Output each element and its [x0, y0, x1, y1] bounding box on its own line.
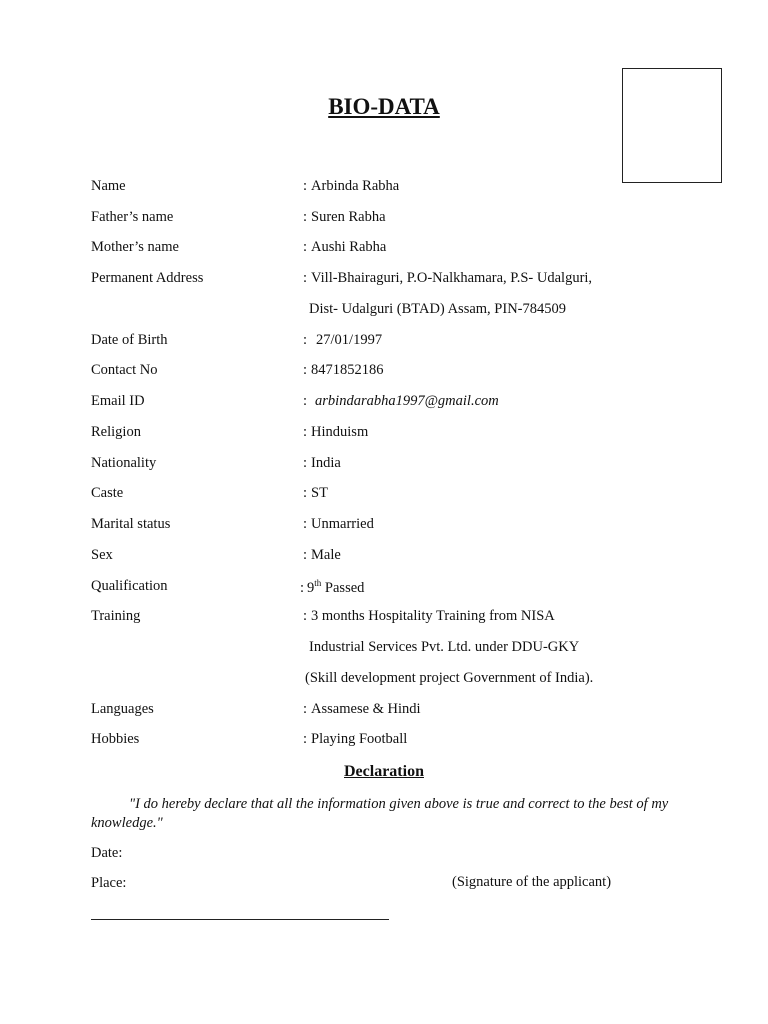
field-row-father — [0, 209, 768, 231]
field-label: Contact No — [91, 362, 158, 378]
field-label: Languages — [91, 701, 154, 717]
field-label: Mother’s name — [91, 239, 179, 255]
field-label: Nationality — [91, 455, 157, 471]
field-label: Qualification — [91, 578, 168, 594]
field-row-hobbies — [0, 731, 768, 753]
field-row-address-cont — [0, 301, 768, 323]
field-value: : Playing Football — [303, 731, 408, 747]
field-row-religion — [0, 424, 768, 446]
field-row-training-cont — [0, 639, 768, 661]
field-label: Name — [91, 178, 126, 194]
field-row-name — [0, 178, 768, 200]
field-value: : 9th Passed — [300, 578, 365, 596]
declaration-heading: Declaration — [344, 763, 424, 780]
place-row — [0, 875, 768, 897]
field-value: : 27/01/1997 — [303, 332, 383, 348]
field-label: Date of Birth — [91, 332, 168, 348]
field-label: Sex — [91, 547, 113, 563]
field-label: Permanent Address — [91, 270, 204, 286]
field-row-sex — [0, 547, 768, 569]
field-value: : Male — [303, 547, 341, 563]
field-row-training — [0, 608, 768, 630]
page-title: BIO-DATA — [328, 94, 440, 119]
field-label: Father’s name — [91, 209, 174, 225]
field-row-address — [0, 270, 768, 292]
date-row — [0, 845, 768, 867]
field-row-marital — [0, 516, 768, 538]
field-label: Religion — [91, 424, 141, 440]
field-label: Email ID — [91, 393, 145, 409]
field-row-languages — [0, 701, 768, 723]
field-value: : ST — [303, 485, 328, 501]
field-value: : Arbinda Rabha — [303, 178, 400, 194]
field-row-contact — [0, 362, 768, 384]
field-value: : Aushi Rabha — [303, 239, 387, 255]
date-label: Date: — [91, 845, 123, 861]
photo-placeholder-box — [622, 68, 722, 183]
field-value: : arbindarabha1997@gmail.com — [303, 393, 499, 409]
place-label: Place: — [91, 875, 127, 891]
field-value-continued: Industrial Services Pvt. Ltd. under DDU-GKY — [309, 639, 580, 655]
field-value-continued: Dist- Udalguri (BTAD) Assam, PIN-784509 — [309, 301, 566, 317]
field-row-nationality — [0, 455, 768, 477]
field-value-continued: (Skill development project Government of India). — [305, 670, 594, 686]
bottom-rule — [91, 919, 389, 920]
field-row-mother — [0, 239, 768, 261]
field-value: : Vill-Bhairaguri, P.O-Nalkhamara, P.S- Udalguri, — [303, 270, 593, 286]
field-value: : Unmarried — [303, 516, 374, 532]
field-value: : Assamese & Hindi — [303, 701, 421, 717]
field-row-dob — [0, 332, 768, 354]
field-value: : 8471852186 — [303, 362, 384, 378]
field-value: : Suren Rabha — [303, 209, 386, 225]
field-row-email — [0, 393, 768, 415]
email-link[interactable]: arbindarabha1997@gmail.com — [315, 393, 499, 409]
field-row-training-cont2 — [0, 670, 768, 692]
field-row-qualification — [0, 578, 768, 600]
declaration-text: "I do hereby declare that all the information given above is true and correct to the best of my knowledge." — [91, 796, 669, 831]
field-label: Marital status — [91, 516, 171, 532]
field-label: Training — [91, 608, 141, 624]
field-row-caste — [0, 485, 768, 507]
field-value: : India — [303, 455, 341, 471]
field-label: Hobbies — [91, 731, 140, 747]
field-label: Caste — [91, 485, 124, 501]
field-value: : 3 months Hospitality Training from NISA — [303, 608, 555, 624]
field-value: : Hinduism — [303, 424, 369, 440]
signature-label: (Signature of the applicant) — [452, 874, 612, 890]
